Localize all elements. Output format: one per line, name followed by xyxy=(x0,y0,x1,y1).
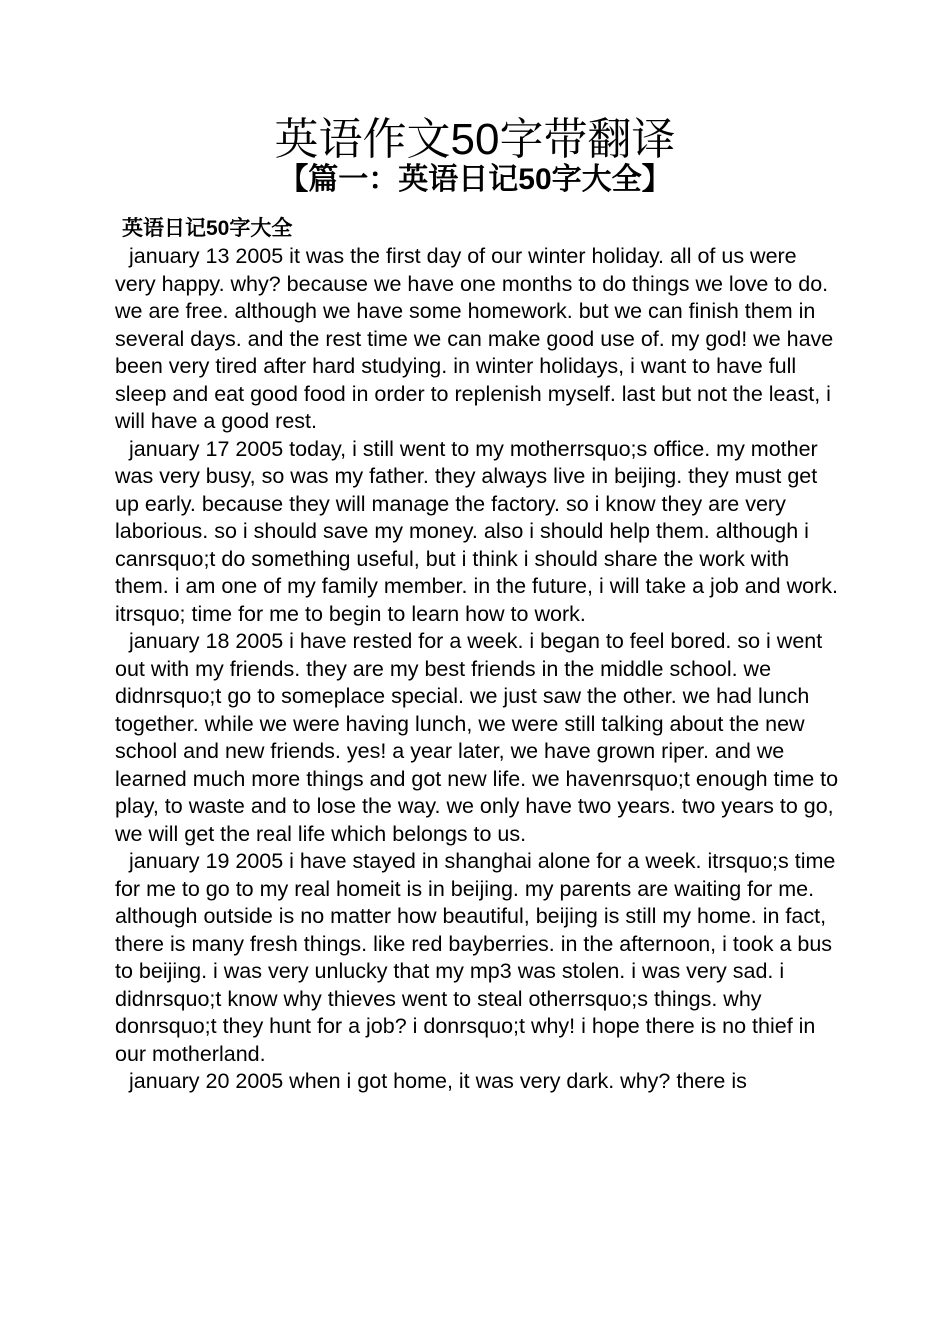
diary-entry-jan-13: january 13 2005 it was the first day of our winter holiday. all of us were very happy. why? because we have one months to do things we love to do. we are free. although we have some homework. but we can finish them in several days. and the rest time we can make good use of. my god! we have been very tired after hard studying. in winter holidays, i want to have full sleep and eat good food in order to replenish myself. last but not the least, i will have a good rest. xyxy=(115,244,834,433)
section-heading: 英语日记50字大全 xyxy=(122,217,293,240)
document-subtitle: 【篇一：英语日记50字大全】 xyxy=(278,163,672,196)
diary-entry-jan-17: january 17 2005 today, i still went to my motherrsquo;s office. my mother was very busy, so was my father. they always live in beijing. they must get up early. because they will manage the factory. so i know they are very laborious. so i should save my money. also i should help them. although i canrsquo;t do something useful, but i think i should share the work with them. i am one of my family member. in the future, i will take a job and work. itrsquo; time for me to begin to learn how to work. xyxy=(115,436,838,626)
document-body xyxy=(115,243,840,1096)
document-title: 英语作文50字带翻译 xyxy=(274,115,676,164)
diary-entry-jan-20: january 20 2005 when i got home, it was very dark. why? there is xyxy=(129,1069,747,1093)
diary-entry-jan-19: january 19 2005 i have stayed in shanghai alone for a week. itrsquo;s time for me to go to my real homeit is in beijing. my parents are waiting for me. although outside is no matter how beautiful, beijing is still my home. in fact, there is many fresh things. like red bayberries. in the afternoon, i took a bus to beijing. i was very unlucky that my mp3 was stolen. i was very sad. i didnrsquo;t know why thieves went to steal otherrsquo;s things. why donrsquo;t they hunt for a job? i donrsquo;t why! i hope there is no thief in our motherland. xyxy=(115,849,836,1066)
diary-entry-jan-18: january 18 2005 i have rested for a week. i began to feel bored. so i went out with my friends. they are my best friends in the middle school. we didnrsquo;t go to someplace special. we just saw the other. we had lunch together. while we were having lunch, we were still talking about the new school and new friends. yes! a year later, we have grown riper. and we learned much more things and got new life. we havenrsquo;t enough time to play, to waste and to lose the way. we only have two years. two years to go, we will get the real life which belongs to us. xyxy=(115,629,839,846)
